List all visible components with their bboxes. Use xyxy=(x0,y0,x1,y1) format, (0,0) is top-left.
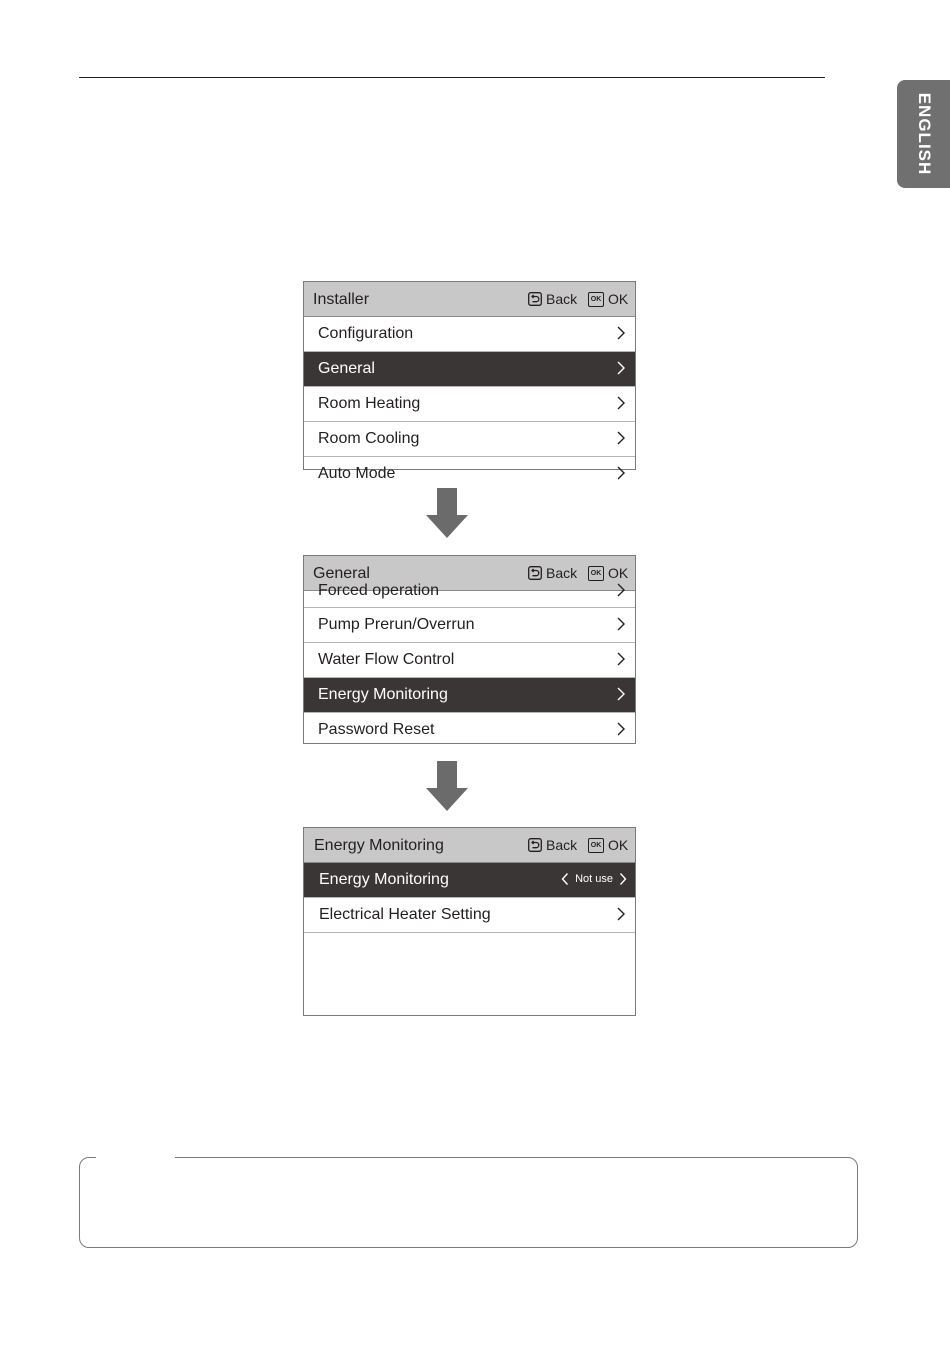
chevron-right-icon xyxy=(616,721,626,737)
chevron-right-icon xyxy=(616,686,626,702)
ok-label: OK xyxy=(608,837,629,853)
ok-label: OK xyxy=(608,565,629,581)
menu-item-label: Forced operation xyxy=(318,582,439,599)
menu-item-energy-monitoring[interactable] xyxy=(304,678,635,713)
chevron-right-icon xyxy=(616,325,626,341)
menu-item-label: General xyxy=(318,360,375,377)
back-label: Back xyxy=(546,565,578,581)
ok-button[interactable] xyxy=(588,837,628,853)
menu-item-water-flow-control[interactable] xyxy=(304,643,635,678)
menu-item-label: Configuration xyxy=(318,325,414,342)
menu-item-label: Room Heating xyxy=(318,395,421,412)
back-button[interactable] xyxy=(528,837,577,853)
setting-electrical-heater[interactable] xyxy=(304,898,635,933)
menu-item-password-reset[interactable] xyxy=(304,713,635,747)
language-tab-label: ENGLISH xyxy=(914,92,934,176)
menu-item-label: Energy Monitoring xyxy=(318,686,448,703)
back-button[interactable] xyxy=(528,291,577,307)
menu-item-label: Password Reset xyxy=(318,721,435,738)
menu-item-label: Pump Prerun/Overrun xyxy=(318,616,475,633)
menu-item-auto-mode[interactable] xyxy=(304,457,635,482)
arrow-down-icon xyxy=(426,488,468,538)
back-icon xyxy=(528,292,542,306)
ok-icon: OK xyxy=(588,566,604,581)
ok-icon: OK xyxy=(588,292,604,307)
chevron-right-icon xyxy=(616,360,626,376)
back-label: Back xyxy=(546,837,578,853)
menu-item-general[interactable] xyxy=(304,352,635,387)
chevron-right-icon xyxy=(616,582,626,598)
chevron-right-icon xyxy=(616,430,626,446)
menu-item-label: Water Flow Control xyxy=(318,651,455,668)
setting-value: Not use xyxy=(575,873,613,885)
chevron-right-icon xyxy=(616,465,626,481)
screen-title: General xyxy=(313,565,370,582)
menu-item-label: Auto Mode xyxy=(318,465,396,482)
screen-title: Installer xyxy=(313,291,370,308)
chevron-right-icon xyxy=(616,616,626,632)
ok-icon: OK xyxy=(588,838,604,853)
menu-item-room-heating[interactable] xyxy=(304,387,635,422)
ok-button[interactable] xyxy=(588,291,628,307)
energy-monitoring-screen xyxy=(303,827,636,1016)
back-label: Back xyxy=(546,291,578,307)
screen-title: Energy Monitoring xyxy=(314,837,444,854)
note-box xyxy=(79,1157,858,1248)
chevron-left-icon[interactable] xyxy=(561,872,569,886)
menu-item-label: Room Cooling xyxy=(318,430,420,447)
chevron-right-icon xyxy=(616,395,626,411)
back-button[interactable] xyxy=(528,565,577,581)
chevron-right-icon xyxy=(616,906,626,922)
screen-header xyxy=(304,828,635,863)
chevron-right-icon xyxy=(616,651,626,667)
menu-item-room-cooling[interactable] xyxy=(304,422,635,457)
ok-label: OK xyxy=(608,291,629,307)
value-selector[interactable] xyxy=(561,872,627,886)
menu-item-forced-operation[interactable] xyxy=(304,582,635,608)
note-label-gap xyxy=(96,1154,175,1160)
arrow-down-icon xyxy=(426,761,468,811)
ok-button[interactable] xyxy=(588,565,628,581)
setting-energy-monitoring[interactable] xyxy=(304,863,635,898)
chevron-right-icon[interactable] xyxy=(619,872,627,886)
back-icon xyxy=(528,566,542,580)
language-tab xyxy=(897,80,950,188)
setting-label: Energy Monitoring xyxy=(319,871,449,888)
setting-label: Electrical Heater Setting xyxy=(319,906,491,923)
back-icon xyxy=(528,838,542,852)
installer-screen xyxy=(303,281,636,482)
screen-header xyxy=(304,282,635,317)
menu-item-pump-prerun-overrun[interactable] xyxy=(304,608,635,643)
menu-item-configuration[interactable] xyxy=(304,317,635,352)
top-rule xyxy=(79,77,825,78)
general-screen xyxy=(303,555,636,744)
